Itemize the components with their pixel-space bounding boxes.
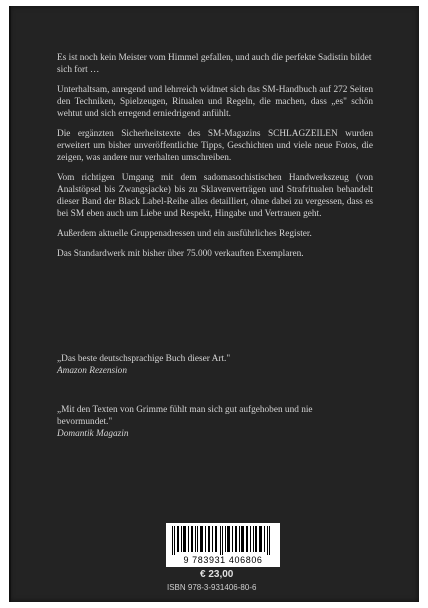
quote-source: Domantik Magazin [57, 429, 129, 439]
quote-text: „Das beste deutschsprachige Buch dieser Art." [57, 354, 231, 364]
price: € 23,00 [200, 569, 234, 580]
blurb-text [57, 52, 373, 268]
blurb-paragraph-6: Das Standardwerk mit bisher über 75.000 verkauften Exemplaren. [57, 249, 304, 259]
blurb-paragraph-4: Vom richtigen Umgang mit dem sadomasochistischen Handwerkszeug (von Analstöpsel bis Zwangsjacke) bis zu Sklavenverträgen und Strafritualen behandelt dieser Band der Black Label-Reihe alles detailliert, ohne dabei zu vergessen, dass es bei SM eben auch um Liebe und Respekt, Hingabe und Vertrauen geht. [57, 173, 373, 219]
blurb-paragraph-2: Unterhaltsam, anregend und lehrreich widmet sich das SM-Handbuch auf 272 Seiten den Techniken, Spielzeugen, Ritualen und Regeln, die machen, dass „es" schön wehtut und sich erregend erniedrigend anfühlt. [57, 85, 373, 119]
review-quote-1 [57, 353, 367, 377]
spine-edge [9, 6, 11, 602]
quote-text: „Mit den Texten von Grimme fühlt man sich gut aufgehoben und nie bevormundet." [57, 405, 313, 427]
blurb-paragraph-1: Es ist noch kein Meister vom Himmel gefallen, und auch die perfekte Sadistin bildet sich fort … [57, 53, 372, 75]
barcode-bars [170, 526, 276, 555]
barcode-digits: 9 783931 406806 [183, 555, 263, 565]
review-quote-2 [57, 404, 367, 440]
quote-source: Amazon Rezension [57, 366, 127, 376]
blurb-paragraph-5: Außerdem aktuelle Gruppenadressen und ein ausführliches Register. [57, 229, 312, 239]
isbn: ISBN 978-3-931406-80-6 [167, 583, 257, 592]
blurb-paragraph-3: Die ergänzten Sicherheitstexte des SM-Magazins SCHLAGZEILEN wurden erweitert um bisher unveröffentlichte Tipps, Geschichten und viele neue Fotos, die zeigen, was andere nur verhalten umschreiben. [57, 129, 373, 163]
barcode [166, 523, 280, 567]
